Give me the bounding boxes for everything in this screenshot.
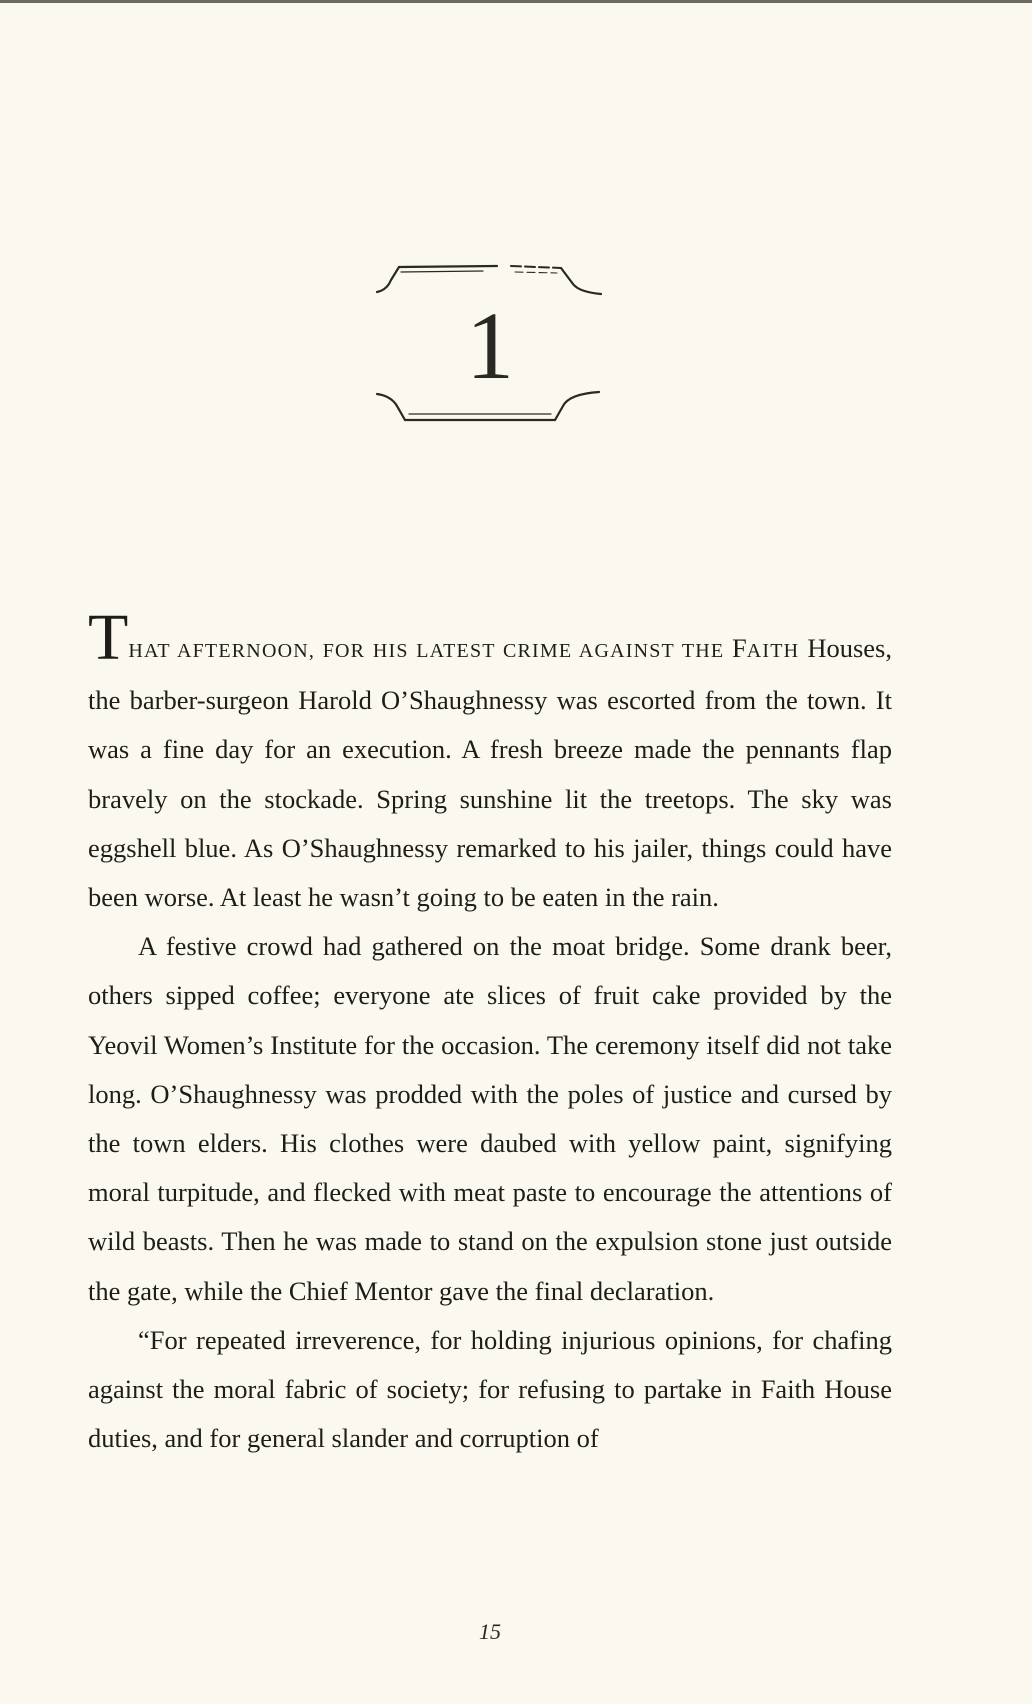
chapter-body — [88, 601, 892, 1463]
opening-faith-capital: F — [731, 633, 747, 663]
chapter-heading — [365, 250, 615, 450]
drop-cap: T — [88, 601, 129, 674]
chapter-number: 1 — [466, 292, 514, 399]
opening-faith-small-caps: AITH — [746, 640, 800, 662]
page-number: 15 — [479, 1619, 501, 1644]
opening-small-caps: HAT AFTERNOON, FOR HIS LATEST CRIME AGAINST THE — [128, 640, 732, 662]
opening-text: Houses, the barber-surgeon Harold O’Shaughnessy was escorted from the town. It was a fine day for an execution. A fresh breeze made the pennants flap bravely on the stockade. Spring sunshine lit the treetops. The sky was eggshell blue. As O’Shaughnessy remarked to his jailer, things could have been worse. At least he wasn’t going to be eaten in the rain. — [88, 633, 892, 913]
opening-paragraph — [88, 601, 892, 922]
paragraph: A festive crowd had gathered on the moat bridge. Some drank beer, others sipped coffee; everyone ate slices of fruit cake provided by the Yeovil Women’s Institute for the occasion. The ceremony itself did not take long. O’Shaughnessy was prodded with the poles of justice and cursed by the town elders. His clothes were daubed with yellow paint, signifying moral turpitude, and flecked with meat paste to encourage the attentions of wild beasts. Then he was made to stand on the expulsion stone just outside the gate, while the Chief Mentor gave the final declaration. — [88, 931, 892, 1306]
paragraph: “For repeated irreverence, for holding injurious opinions, for chafing against the moral fabric of society; for refusing to partake in Faith House duties, and for general slander and corruption of — [88, 1324, 892, 1454]
